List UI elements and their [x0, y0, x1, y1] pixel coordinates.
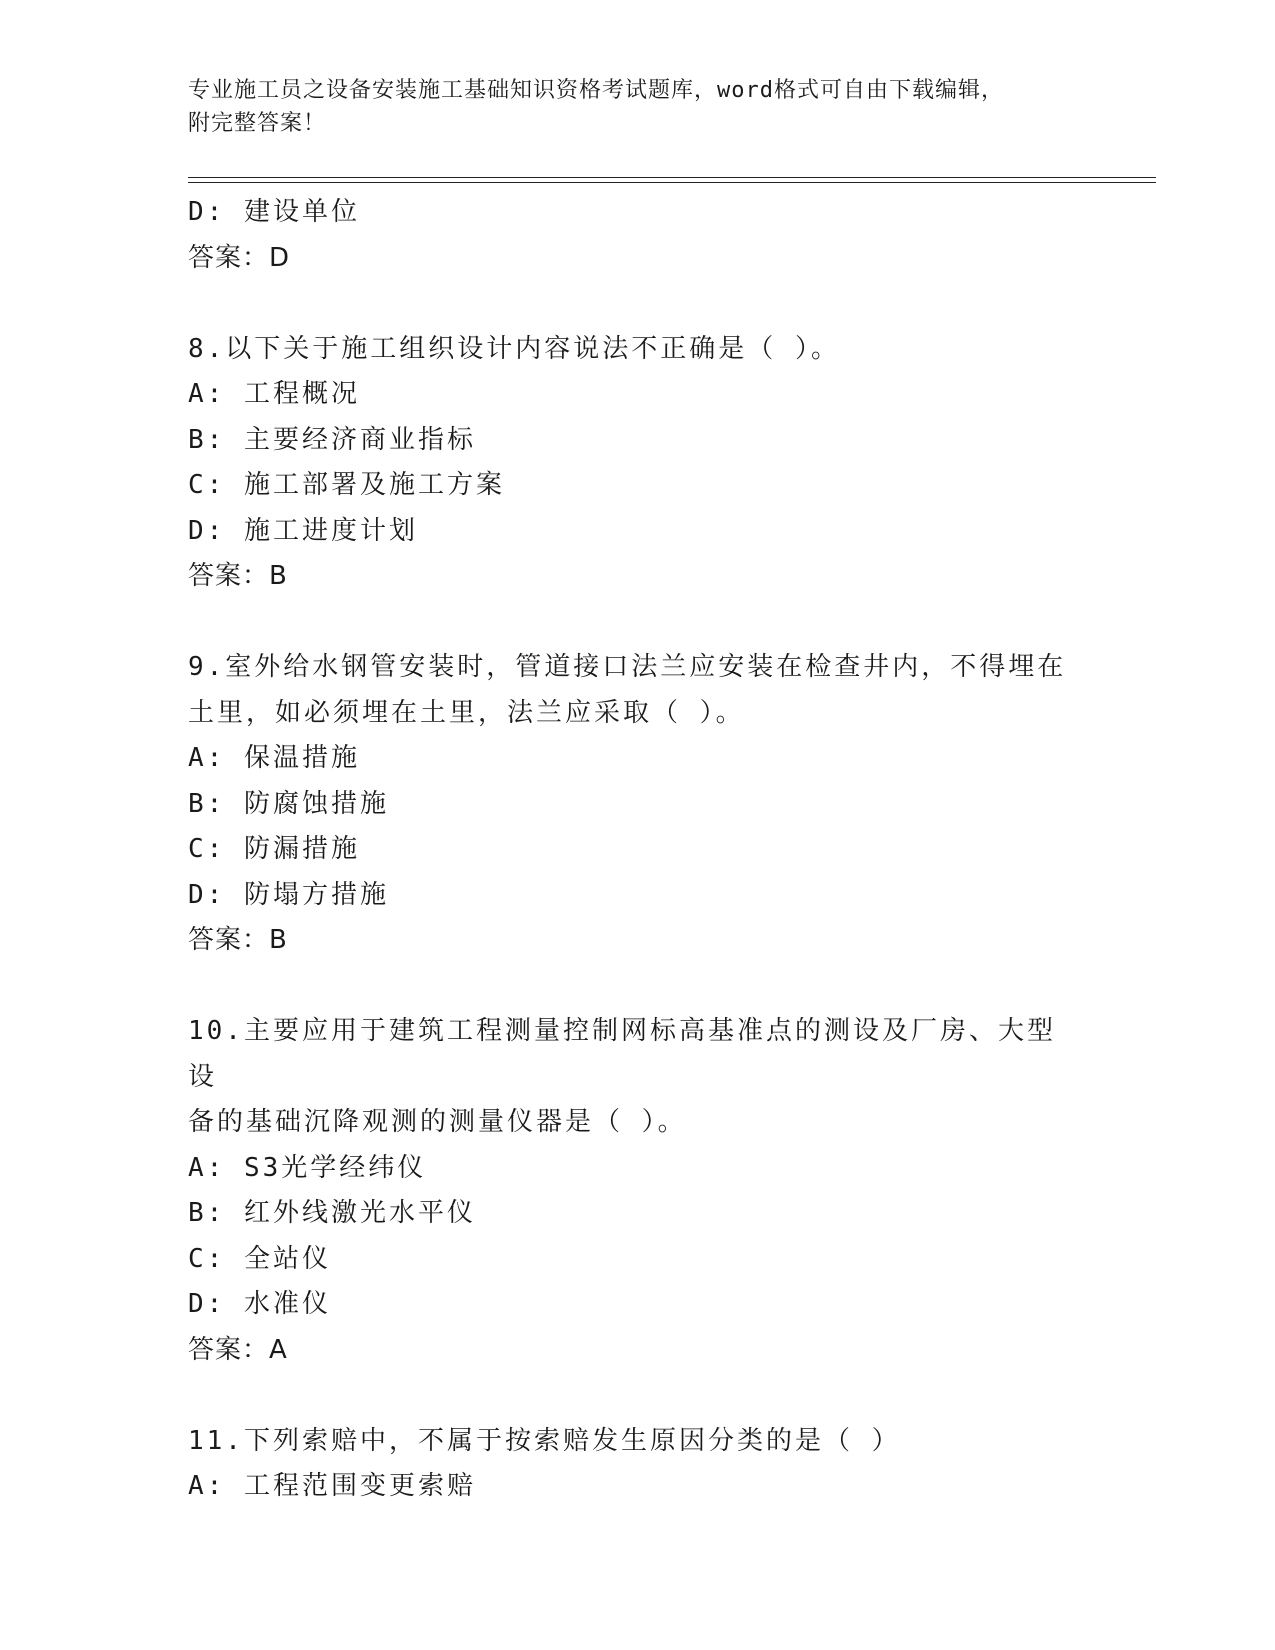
option-c: C: 全站仪: [188, 1243, 331, 1274]
header-line-2: 附完整答案！: [188, 111, 327, 136]
option-d: D: 水准仪: [188, 1289, 331, 1319]
option-b: B: 红外线激光水平仪: [188, 1198, 476, 1228]
option-c: C: 施工部署及施工方案: [188, 470, 505, 500]
answer-line: 答案：B: [188, 561, 288, 591]
answer-line: 答案：B: [188, 925, 288, 955]
spacer: [188, 281, 1088, 327]
option-d: D: 施工进度计划: [188, 515, 418, 546]
option-a: A: 保温措施: [188, 743, 360, 773]
spacer: [188, 964, 1088, 1010]
question-text: 备的基础沉降观测的测量仪器是（ ）。: [188, 1107, 687, 1137]
header-line-1: 专业施工员之设备安装施工基础知识资格考试题库，word格式可自由下载编辑，: [188, 78, 1004, 103]
question-text: 11.下列索赔中，不属于按索赔发生原因分类的是（ ）: [188, 1425, 901, 1456]
header-divider-top: [188, 177, 1156, 178]
spacer: [188, 1373, 1088, 1419]
option-d: D: 防塌方措施: [188, 879, 389, 910]
document-header: [188, 74, 1088, 140]
question-block: [188, 1419, 1088, 1510]
option-c: C: 防漏措施: [188, 834, 360, 864]
header-divider-bottom: [188, 182, 1156, 183]
question-text: 8.以下关于施工组织设计内容说法不正确是（ ）。: [188, 333, 840, 364]
question-text: 9.室外给水钢管安装时，管道接口法兰应安装在检查井内，不得埋在: [188, 652, 1067, 682]
question-text: 土里，如必须埋在土里，法兰应采取（ ）。: [188, 697, 745, 728]
document-body: [188, 190, 1088, 1510]
option-a: A: S3光学经纬仪: [188, 1152, 427, 1183]
question-text: 10.主要应用于建筑工程测量控制网标高基准点的测设及厂房、大型设: [188, 1016, 1056, 1092]
option-b: B: 防腐蚀措施: [188, 788, 389, 819]
question-block: [188, 1009, 1088, 1373]
option-d: D: 建设单位: [188, 197, 360, 227]
option-b: B: 主要经济商业指标: [188, 424, 476, 455]
spacer: [188, 600, 1088, 646]
option-a: A: 工程概况: [188, 379, 360, 409]
answer-line: 答案：D: [188, 242, 291, 273]
question-block: [188, 327, 1088, 600]
option-a: A: 工程范围变更索赔: [188, 1471, 476, 1501]
answer-line: 答案：A: [188, 1334, 288, 1365]
question-block: [188, 645, 1088, 964]
